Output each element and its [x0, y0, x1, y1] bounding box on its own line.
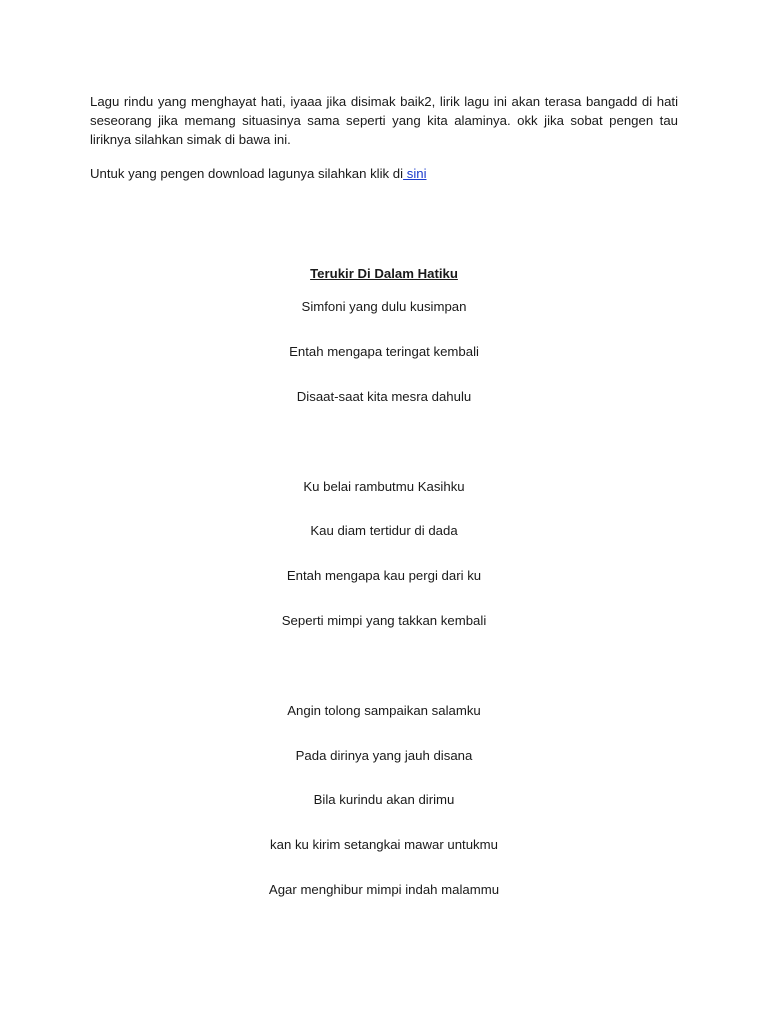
download-link[interactable]: sini	[403, 166, 427, 181]
lyric-line: kan ku kirim setangkai mawar untukmu	[270, 837, 498, 852]
song-title: Terukir Di Dalam Hatiku	[310, 266, 458, 281]
lyric-line: Seperti mimpi yang takkan kembali	[281, 613, 487, 628]
download-paragraph	[90, 164, 678, 183]
lyric-line: Simfoni yang dulu kusimpan	[301, 299, 467, 314]
lyric-line: Disaat-saat kita mesra dahulu	[296, 389, 472, 404]
lyric-line: Agar menghibur mimpi indah malammu	[268, 882, 500, 897]
lyric-line: Angin tolong sampaikan salamku	[287, 703, 481, 718]
intro-paragraph: Lagu rindu yang menghayat hati, iyaaa jika disimak baik2, lirik lagu ini akan terasa bangadd di hati seseorang jika memang situasinya sama seperti yang kita alaminya. okk jika sobat pengen tau liriknya silahkan simak di bawa ini.	[90, 94, 678, 147]
lyric-line: Entah mengapa kau pergi dari ku	[286, 568, 482, 583]
lyric-line: Ku belai rambutmu Kasihku	[303, 479, 465, 494]
lyric-line: Pada dirinya yang jauh disana	[295, 748, 473, 763]
lyric-line: Kau diam tertidur di dada	[310, 523, 458, 538]
lyric-line: Entah mengapa teringat kembali	[289, 344, 479, 359]
lyric-line: Bila kurindu akan dirimu	[313, 792, 455, 807]
download-text: Untuk yang pengen download lagunya silahkan klik di	[90, 166, 404, 181]
